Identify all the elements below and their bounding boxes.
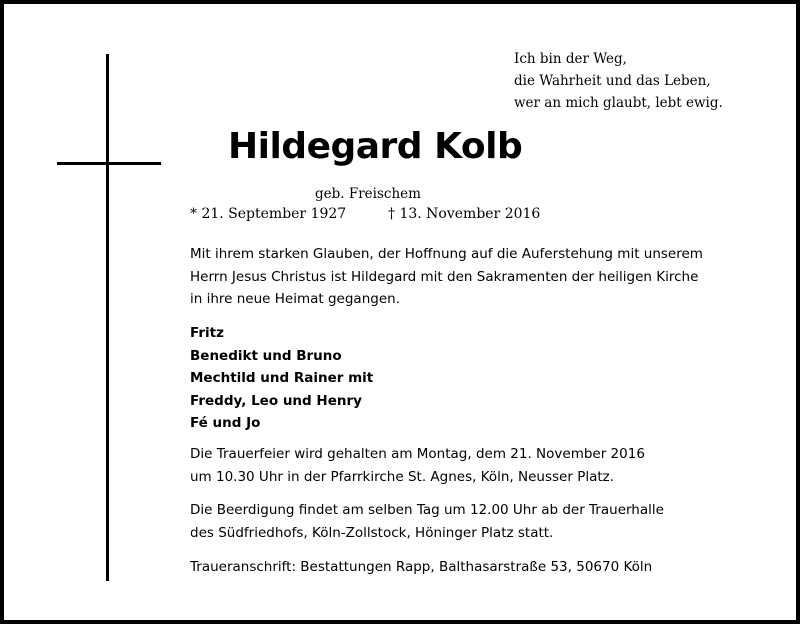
burial-line: des Südfriedhofs, Köln-Zollstock, Höninger Platz statt. — [190, 524, 554, 541]
mourner-name: Mechtild und Rainer mit — [190, 370, 374, 386]
mourner-name: Fé und Jo — [190, 415, 261, 431]
verse-line: wer an mich glaubt, lebt ewig. — [514, 95, 723, 111]
service-line: Die Trauerfeier wird gehalten am Montag, dem 21. November 2016 — [190, 446, 645, 462]
life-dates — [190, 206, 541, 222]
service-line: um 10.30 Uhr in der Pfarrkirche St. Agnes, Köln, Neusser Platz. — [190, 468, 615, 485]
death-date: † 13. November 2016 — [388, 206, 541, 222]
intro-line: Mit ihrem starken Glauben, der Hoffnung auf die Auferstehung mit unserem — [190, 246, 703, 262]
birth-date: * 21. September 1927 — [190, 206, 347, 222]
birth-name: geb. Freischem — [315, 186, 421, 202]
mourner-name: Freddy, Leo und Henry — [190, 392, 362, 409]
deceased-name: Hildegard Kolb — [228, 126, 523, 167]
bible-verse — [514, 48, 764, 114]
mourner-name: Benedikt und Bruno — [190, 347, 342, 364]
mourners-list — [190, 322, 790, 435]
cross-vertical-bar — [106, 54, 109, 581]
burial-line: Die Beerdigung findet am selben Tag um 12.00 Uhr ab der Trauerhalle — [190, 502, 664, 518]
funeral-service-info — [190, 443, 790, 488]
burial-info — [190, 499, 790, 544]
mourning-address: Traueranschrift: Bestattungen Rapp, Balthasarstraße 53, 50670 Köln — [190, 559, 653, 575]
mourner-name: Fritz — [190, 325, 224, 341]
intro-line: in ihre neue Heimat gegangen. — [190, 291, 400, 307]
verse-line: die Wahrheit und das Leben, — [514, 73, 711, 89]
cross-horizontal-bar — [57, 162, 161, 165]
intro-line: Herrn Jesus Christus ist Hildegard mit den Sakramenten der heiligen Kirche — [190, 268, 699, 285]
intro-paragraph — [190, 243, 790, 311]
verse-line: Ich bin der Weg, — [514, 51, 627, 67]
